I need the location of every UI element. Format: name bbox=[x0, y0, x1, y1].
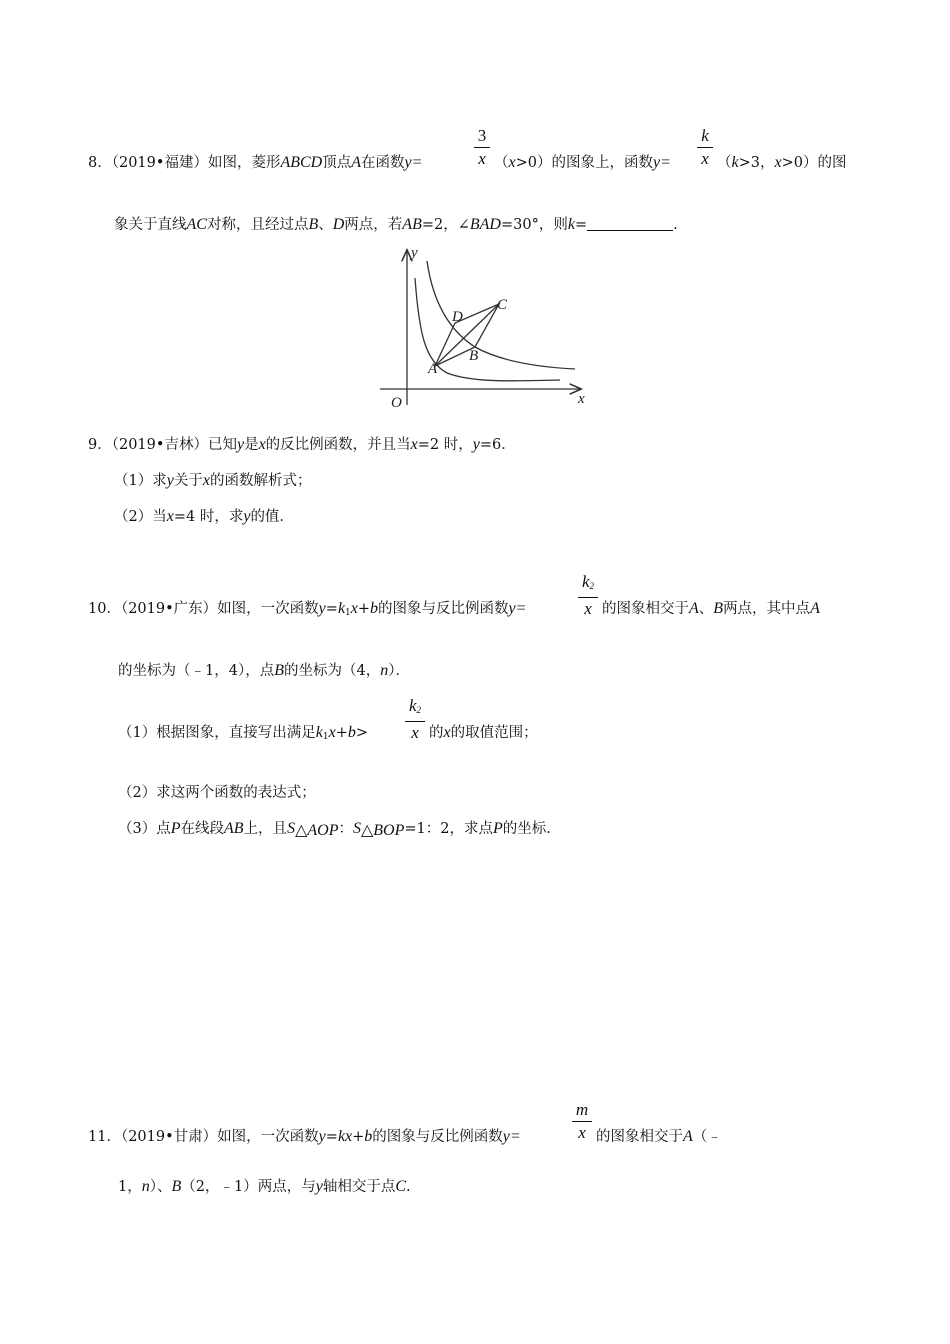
y-axis-label: y bbox=[411, 245, 418, 261]
q9-part1: （1）求y关于x的函数解析式； bbox=[114, 472, 312, 489]
q10-line1-cont: 的图象相交于A、B两点，其中点A bbox=[602, 600, 820, 617]
q11-line1-cont: 的图象相交于A（﹣ bbox=[596, 1128, 722, 1145]
q10-number: 10． bbox=[88, 601, 121, 617]
q9-part2: （2）当x=4 时，求y的值． bbox=[114, 508, 294, 525]
x-axis-label: x bbox=[578, 391, 585, 407]
q10-part1: （1）根据图象，直接写出满足$k_1x+b>$ bbox=[118, 724, 368, 742]
q10-part2: （2）求这两个函数的表达式； bbox=[118, 785, 316, 801]
q8-fraction-3-over-x: 3 x bbox=[474, 126, 490, 169]
q8-line1: 8．（2019•福建）如图，菱形ABCD顶点A在函数y= bbox=[88, 154, 423, 171]
q11-fraction-m-over-x: m x bbox=[572, 1100, 592, 1143]
q8-line1-end: （k>3，x>0）的图 bbox=[717, 154, 847, 171]
q10-part3: （3）点P在线段AB上，且$S_{\triangle AOP}$：$S_{\triangle BOP}=1$：2，求点P的坐标． bbox=[118, 820, 561, 839]
q8-line1-cont: （x>0）的图象上，函数y= bbox=[494, 154, 671, 171]
q11-line1: 11．（2019•甘肃）如图，一次函数y=kx+b的图象与反比例函数y= bbox=[88, 1128, 521, 1145]
q8-line2: 象关于直线AC对称，且经过点B、D两点，若AB=2，∠BAD=30°，则k= . bbox=[114, 216, 678, 233]
q11-line2: 1，n）、B（2，﹣1）两点，与y轴相交于点C. bbox=[118, 1178, 411, 1195]
q9-line1: 9．（2019•吉林）已知y是x的反比例函数，并且当x=2 时，y=6． bbox=[88, 436, 516, 453]
q8-fraction-k-over-x: k x bbox=[697, 126, 713, 169]
q11-number: 11． bbox=[88, 1129, 121, 1145]
q10-part1-cont: 的x的取值范围； bbox=[429, 724, 538, 741]
q9-source: （2019•吉林） bbox=[111, 437, 208, 453]
answer-blank bbox=[587, 216, 673, 231]
q11-source: （2019•甘肃） bbox=[120, 1129, 218, 1145]
q9-number: 9． bbox=[88, 437, 112, 453]
point-d-label: D bbox=[452, 309, 463, 325]
q10-line2: 的坐标为（﹣1，4），点B的坐标为（4，n）． bbox=[118, 662, 410, 679]
q8-number: 8． bbox=[88, 155, 112, 171]
q8-figure bbox=[375, 243, 595, 413]
q10-source: （2019•广东） bbox=[120, 601, 218, 617]
q8-source: （2019•福建） bbox=[111, 155, 208, 171]
origin-label: O bbox=[391, 395, 402, 411]
point-b-label: B bbox=[469, 348, 479, 364]
q10-part1-fraction: $k_2$ x bbox=[405, 696, 425, 743]
point-a-label: A bbox=[428, 361, 438, 377]
diagonal-ac bbox=[435, 304, 499, 366]
q10-fraction-k2-over-x: $k_2$ x bbox=[578, 572, 598, 619]
point-c-label: C bbox=[497, 297, 508, 313]
q10-line1: 10．（2019•广东）如图，一次函数$y=k_1x+b$的图象与反比例函数y= bbox=[88, 600, 527, 618]
